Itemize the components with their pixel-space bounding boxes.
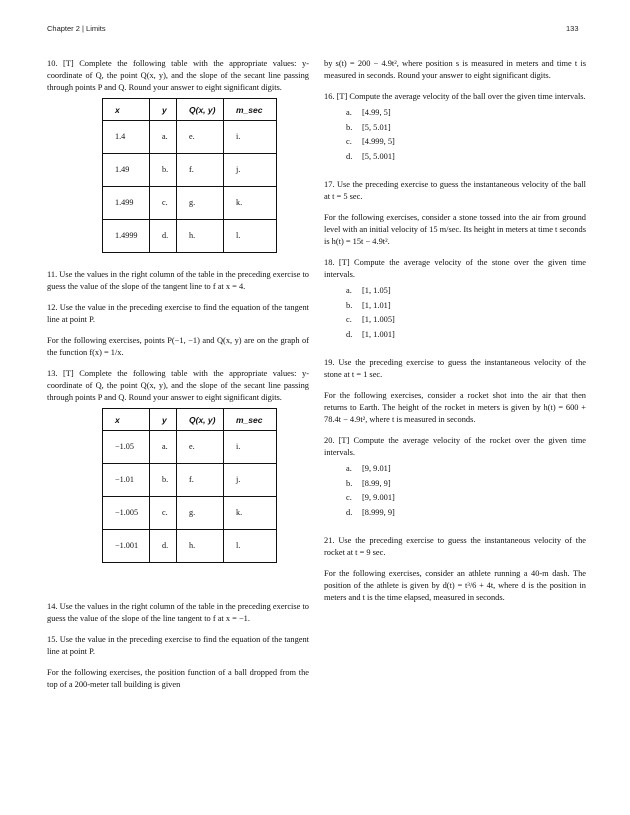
table-cell: d. — [150, 220, 177, 253]
col-header-y: y — [150, 409, 177, 431]
list-item: b. [1, 1.01] — [346, 300, 391, 310]
table-cell: l. — [224, 220, 277, 253]
exercise-17: 17. Use the preceding exercise to guess the instantaneous velocity of the ball at t = 5 sec. — [324, 180, 586, 201]
table-cell: e. — [177, 431, 224, 464]
col-header-q: Q(x, y) — [177, 409, 224, 431]
exercise-11: 11. Use the values in the right column of the table in the preceding exercise to guess the value of the slope of the tangent line to f at x = 4. — [47, 270, 309, 291]
table-cell: d. — [150, 530, 177, 563]
table-header-row — [103, 99, 277, 121]
table-cell: −1.001 — [103, 530, 150, 563]
table-row — [103, 121, 277, 154]
list-item: a. [9, 9.01] — [346, 464, 391, 473]
table-row — [103, 220, 277, 253]
intro-stone: For the following exercises, consider a stone tossed into the air from ground level with an initial velocity of 15 m/sec. Its height in meters at time t seconds is h(t) = 15t − 4.9t². — [324, 213, 586, 246]
table-cell: g. — [177, 187, 224, 220]
table-cell: b. — [150, 464, 177, 497]
col-header-x: x — [103, 409, 150, 431]
table-cell: f. — [177, 154, 224, 187]
table-cell: 1.49 — [103, 154, 150, 187]
col-header-msec: m_sec — [224, 409, 277, 431]
table-cell: −1.005 — [103, 497, 150, 530]
exercise-19: 19. Use the preceding exercise to guess the instantaneous velocity of the stone at t = 1 sec. — [324, 358, 586, 379]
page-number: 133 — [566, 24, 579, 33]
table-cell: f. — [177, 464, 224, 497]
intro-athlete: For the following exercises, consider an athlete running a 40-m dash. The position of the athlete is given by d(t) = t³/6 + 4t, where d is the position in meters and t is the time elapsed, measured in seconds. — [324, 569, 586, 602]
table-cell: −1.05 — [103, 431, 150, 464]
exercise-20: 20. [T] Compute the average velocity of the rocket over the given time intervals. — [324, 436, 586, 457]
table-cell: j. — [224, 464, 277, 497]
exercise-16-options — [346, 107, 586, 165]
right-column — [324, 58, 586, 613]
chapter-header: Chapter 2 | Limits — [47, 24, 106, 33]
table-cell: 1.4 — [103, 121, 150, 154]
exercise-12: 12. Use the value in the preceding exercise to find the equation of the tangent line at point P. — [47, 303, 309, 324]
table-cell: 1.499 — [103, 187, 150, 220]
table-cell: l. — [224, 530, 277, 563]
list-item: a. [4.99, 5] — [346, 108, 391, 117]
exercise-18-options — [346, 285, 586, 343]
left-column — [47, 58, 309, 700]
ball-intro-continued: by s(t) = 200 − 4.9t², where position s is measured in meters and time t is measured in seconds. Round your answer to eight significant digits. — [324, 59, 586, 80]
list-item: c. [9, 9.001] — [346, 493, 395, 502]
table-cell: h. — [177, 530, 224, 563]
list-item: a. [1, 1.05] — [346, 286, 391, 295]
col-header-msec: m_sec — [224, 99, 277, 121]
table-cell: g. — [177, 497, 224, 530]
table-row — [103, 530, 277, 563]
col-header-q: Q(x, y) — [177, 99, 224, 121]
table-cell: 1.4999 — [103, 220, 150, 253]
table-cell: k. — [224, 497, 277, 530]
table-header-row — [103, 409, 277, 431]
intro-points: For the following exercises, points P(−1, −1) and Q(x, y) are on the graph of the function f(x) = 1/x. — [47, 336, 309, 357]
table-cell: a. — [150, 431, 177, 464]
col-header-x: x — [103, 99, 150, 121]
col-header-y: y — [150, 99, 177, 121]
table-cell: −1.01 — [103, 464, 150, 497]
list-item: c. [1, 1.005] — [346, 315, 395, 324]
exercise-18: 18. [T] Compute the average velocity of the stone over the given time intervals. — [324, 258, 586, 279]
table-cell: k. — [224, 187, 277, 220]
list-item: d. [8.999, 9] — [346, 507, 395, 517]
table-cell: a. — [150, 121, 177, 154]
list-item: c. [4.999, 5] — [346, 137, 395, 146]
table-cell: c. — [150, 187, 177, 220]
table-cell: i. — [224, 121, 277, 154]
exercise-16: 16. [T] Compute the average velocity of the ball over the given time intervals. — [324, 92, 586, 101]
exercise-20-options — [346, 463, 586, 521]
table-cell: c. — [150, 497, 177, 530]
table-cell: h. — [177, 220, 224, 253]
table-row — [103, 187, 277, 220]
table-cell: e. — [177, 121, 224, 154]
intro-ball: For the following exercises, the position function of a ball dropped from the top of a 200-meter tall building is given — [47, 668, 309, 689]
exercise-21: 21. Use the preceding exercise to guess the instantaneous velocity of the rocket at t = 9 sec. — [324, 536, 586, 557]
table-cell: b. — [150, 154, 177, 187]
table-exercise-10 — [102, 98, 277, 253]
table-cell: i. — [224, 431, 277, 464]
list-item: b. [8.99, 9] — [346, 478, 391, 488]
table-row — [103, 464, 277, 497]
table-row — [103, 497, 277, 530]
list-item: d. [5, 5.001] — [346, 151, 395, 161]
table-cell: j. — [224, 154, 277, 187]
exercise-14: 14. Use the values in the right column of the table in the preceding exercise to guess the value of the slope of the line tangent to f at x = −1. — [47, 602, 309, 623]
table-exercise-13 — [102, 408, 277, 563]
exercise-13: 13. [T] Complete the following table with the appropriate values: y-coordinate of Q, the point Q(x, y), and the slope of the secant line passing through points P and Q. Round your answer to eight significant digits. — [47, 369, 309, 402]
table-row — [103, 431, 277, 464]
list-item: d. [1, 1.001] — [346, 329, 395, 339]
exercise-15: 15. Use the value in the preceding exercise to find the equation of the tangent line at point P. — [47, 635, 309, 656]
exercise-10: 10. [T] Complete the following table with the appropriate values: y-coordinate of Q, the point Q(x, y), and the slope of the secant line passing through points P and Q. Round your answer to eight significant digits. — [47, 59, 309, 92]
list-item: b. [5, 5.01] — [346, 122, 391, 132]
intro-rocket: For the following exercises, consider a rocket shot into the air that then returns to Earth. The height of the rocket in meters is given by h(t) = 600 + 78.4t − 4.9t², where t is measured in seconds. — [324, 391, 586, 424]
table-row — [103, 154, 277, 187]
